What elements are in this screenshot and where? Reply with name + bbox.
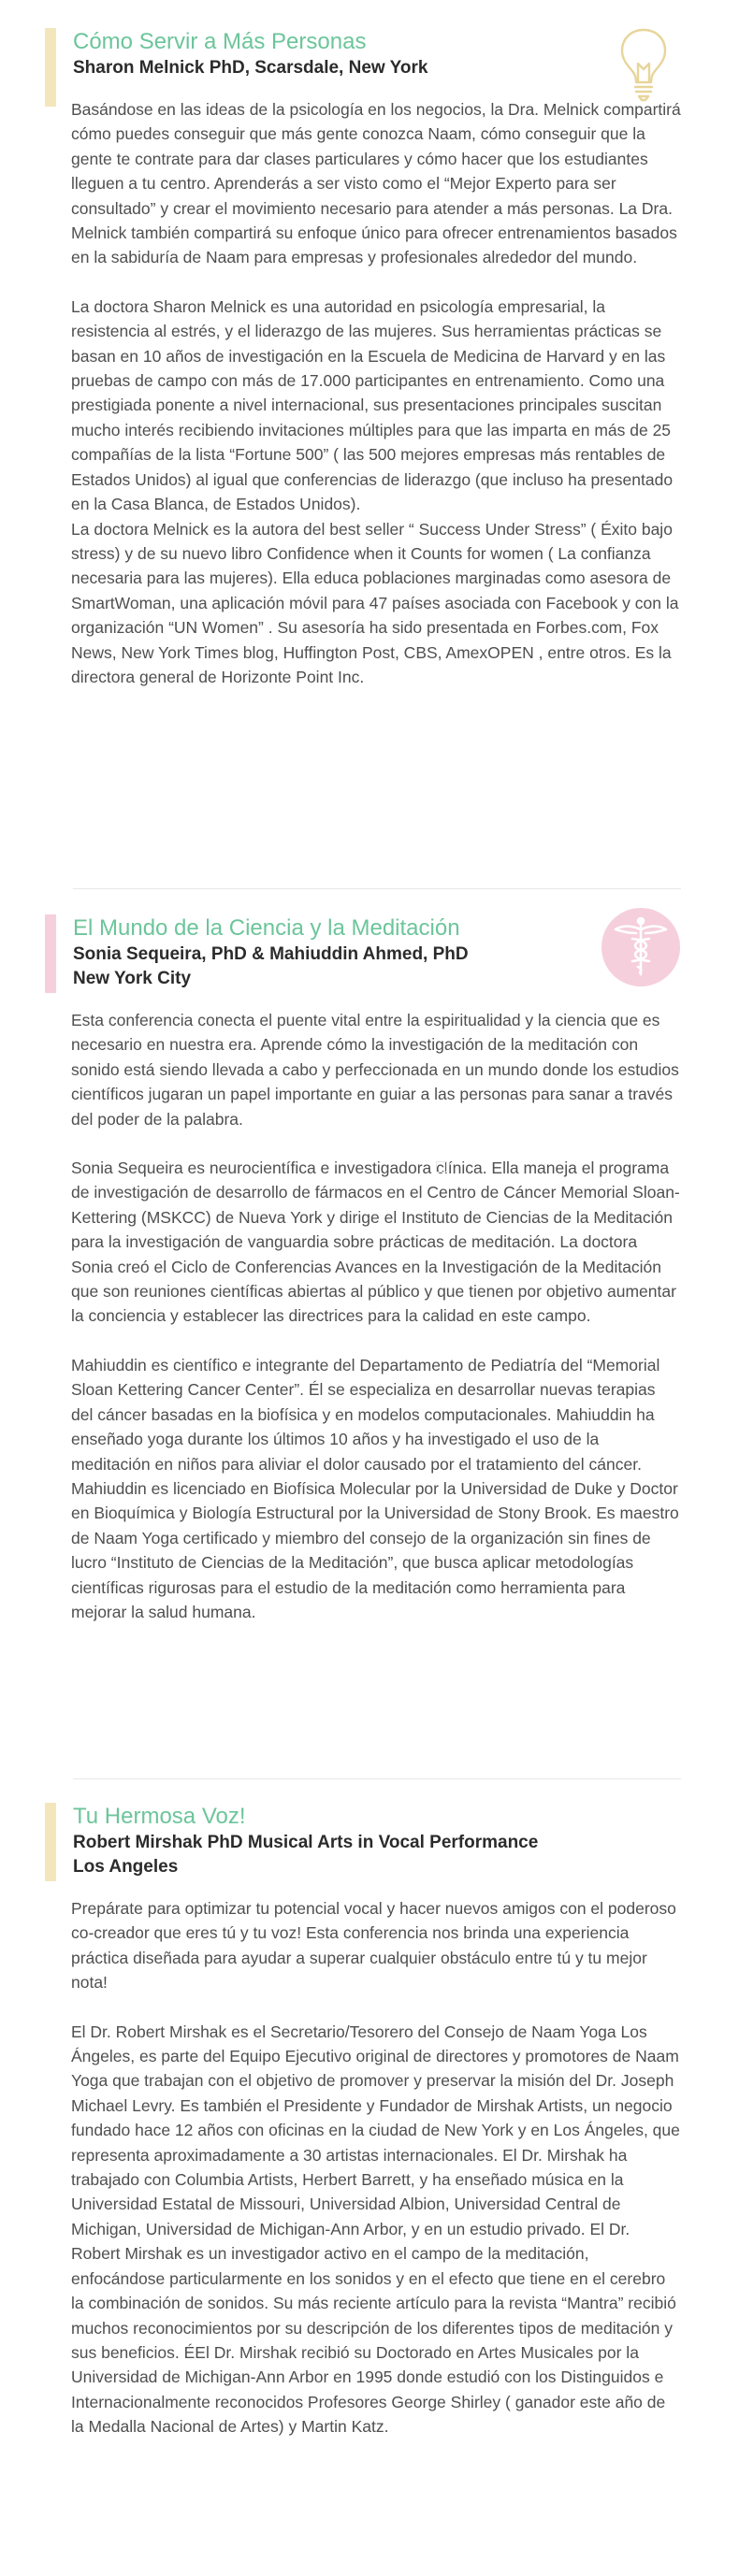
speaker-bio-sonia: Sonia Sequeira es neurocientífica e investigadora clínica. Ella maneja el programa de investigación de desarrollo de fármacos en el Centro de Cáncer Memorial Sloan-Kettering (MSKCC) de Nueva York y dirige el Instituto de Ciencias de la Meditación para la investigación de vanguardia sobre prácticas de meditación. La doctora Sonia creó el Ciclo de Conferencias Avances en la Investigación de la Meditación que son reuniones científicas abiertas al público y que tienen por objetivo aumentar la conciencia y establecer las directrices para la calidad en este campo. (71, 1158, 680, 1326)
session-title: El Mundo de la Ciencia y la Meditación (73, 915, 460, 941)
section-divider (73, 1778, 681, 1779)
section-divider (73, 888, 681, 889)
session-how-to-serve-more-people (45, 28, 681, 689)
speaker-names: Sonia Sequeira, PhD & Mahiuddin Ahmed, PhD (73, 944, 469, 964)
session-science-and-meditation (45, 914, 681, 1624)
session-title: Cómo Servir a Más Personas (73, 29, 367, 54)
speaker-name: Sharon Melnick PhD, Scarsdale, New York (73, 58, 428, 78)
speaker-bio: La doctora Sharon Melnick es una autoridad en psicología empresarial, la resistencia al estrés, y el liderazgo de las mujeres. Sus herramientas prácticas se basan en 10 años de investigación en la Escuela de Medicina de Harvard y en las pruebas de campo con más de 17.000 participantes en entrenamiento. Como una prestigiada ponente a nivel internacional, sus presentaciones principales suscitan mucho interés recibiendo invitaciones múltiples para que las imparta en más de 25 compañías de la lista “Fortune 500” ( las 500 mejores empresas más rentables de Estados Unidos) al igual que conferencias de liderazgo (que incluso ha presentado en la Casa Blanca, de Estados Unidos). La doctora Melnick es la autora del best seller “ Success Under Stress” ( Éxito bajo stress) y de su nuevo libro Confidence when it Counts for women ( La confianza necesaria para las mujeres). Ella educa poblaciones marginadas como asesora de SmartWoman, una aplicación móvil para 47 países asociada con Facebook y con la organización “UN Women” . Su asesoría ha sido presentada en Forbes.com, Fox News, New York Times blog, Huffington Post, CBS, AmexOPEN , entre otros. Es la directora general de Horizonte Point Inc. (71, 296, 679, 686)
session-summary: Prepárate para optimizar tu potencial vocal y hacer nuevos amigos con el poderoso co-creador que eres tú y tu voz! Esta conferencia nos brinda una experiencia práctica diseñada para ayudar a superar cualquier obstáculo entre tú y tu mejor nota! (71, 1899, 676, 1993)
speaker-location: Los Angeles (73, 1857, 179, 1877)
placeholder-square (436, 1161, 447, 1173)
session-header (45, 1803, 681, 1879)
accent-bar (45, 914, 56, 993)
session-summary: Basándose en las ideas de la psicología en los negocios, la Dra. Melnick compartirá cómo puedes conseguir que más gente conozca Naam, cómo conseguir que la gente te contrate para dar clases particulares y cómo hacer que los estudiantes lleguen a tu centro. Aprenderás a ser visto como el “Mejor Experto para ser consultado” y crear el movimiento necesario para atender a más personas. La Dra. Melnick también compartirá su enfoque único para ofrecer entrenamientos basados en la sabiduría de Naam para empresas y profesionales alrededor del mundo. (71, 100, 681, 267)
session-summary: Esta conferencia conecta el puente vital entre la espiritualidad y la ciencia que es necesario en nuestra era. Aprende cómo la investigación de la meditación con sonido está siendo llevada a cabo y perfeccionada en un mundo donde los estudios científicos jugaran un papel importante en guiar a las personas para sanar a través del poder de la palabra. (71, 1011, 679, 1129)
session-header (45, 914, 681, 991)
lightbulb-icon (616, 26, 672, 103)
speaker-bio: El Dr. Robert Mirshak es el Secretario/Tesorero del Consejo de Naam Yoga Los Ángeles, es parte del Equipo Ejecutivo original de directores y promotores de Naam Yoga que trabajan con el objetivo de promover y preservar la misión del Dr. Joseph Michael Levry. Es también el Presidente y Fundador de Mirshak Artists, un negocio fundado hace 12 años con oficinas en la ciudad de New York y en Los Ángeles, que representa aproximadamente a 30 artistas internacionales. El Dr. Mirshak ha trabajado con Columbia Artists, Herbert Barrett, y ha enseñado música en la Universidad Estatal de Missouri, Universidad Albion, Universidad Central de Michigan, Universidad de Michigan-Ann Arbor, y en un estudio privado. El Dr. Robert Mirshak es un investigador activo en el campo de la meditación, enfocándose particularmente en los sonidos y en el efecto que tiene en el cerebro la combinación de sonidos. Su más reciente artículo para la revista “Mantra” recibió muchos reconocimientos por su descripción de los diferentes tipos de meditación y sus beneficios. ÉEl Dr. Mirshak recibió su Doctorado en Artes Musicales por la Universidad de Michigan-Ann Arbor en 1995 donde estudió con los Distinguidos e Internacionalmente reconocidos Profesores George Shirley ( ganador este año de la Medalla Nacional de Artes) y Martin Katz. (71, 2022, 680, 2437)
caduceus-icon (601, 907, 681, 987)
speaker-name: Robert Mirshak PhD Musical Arts in Vocal Performance (73, 1833, 539, 1852)
session-header (45, 28, 681, 80)
session-description (45, 1896, 681, 2439)
speaker-location: New York City (73, 969, 192, 988)
accent-bar (45, 28, 56, 107)
speaker-bio-mahiuddin: Mahiuddin es científico e integrante del Departamento de Pediatría del “Memorial Sloan Kettering Cancer Center”. Él se especializa en desarrollar nuevas terapias del cáncer basadas en la biofísica y en modelos computacionales. Mahiuddin ha enseñado yoga durante los últimos 10 años y ha investigado el uso de la meditación en niños para aliviar el dolor causado por el tratamiento del cáncer. Mahiuddin es licenciado en Biofísica Molecular por la Universidad de Duke y Doctor en Bioquímica y Biología Estructural por la Universidad de Stony Brook. Es maestro de Naam Yoga certificado y miembro del consejo de la organización sin fines de lucro “Instituto de Ciencias de la Meditación”, que busca aplicar metodologías científicas rigurosas para el estudio de la meditación como herramienta para mejorar la salud humana. (71, 1355, 679, 1621)
session-description (45, 1008, 681, 1624)
accent-bar (45, 1803, 56, 1881)
session-description (45, 97, 681, 689)
session-title: Tu Hermosa Voz! (73, 1804, 246, 1829)
session-your-beautiful-voice (45, 1803, 681, 2439)
